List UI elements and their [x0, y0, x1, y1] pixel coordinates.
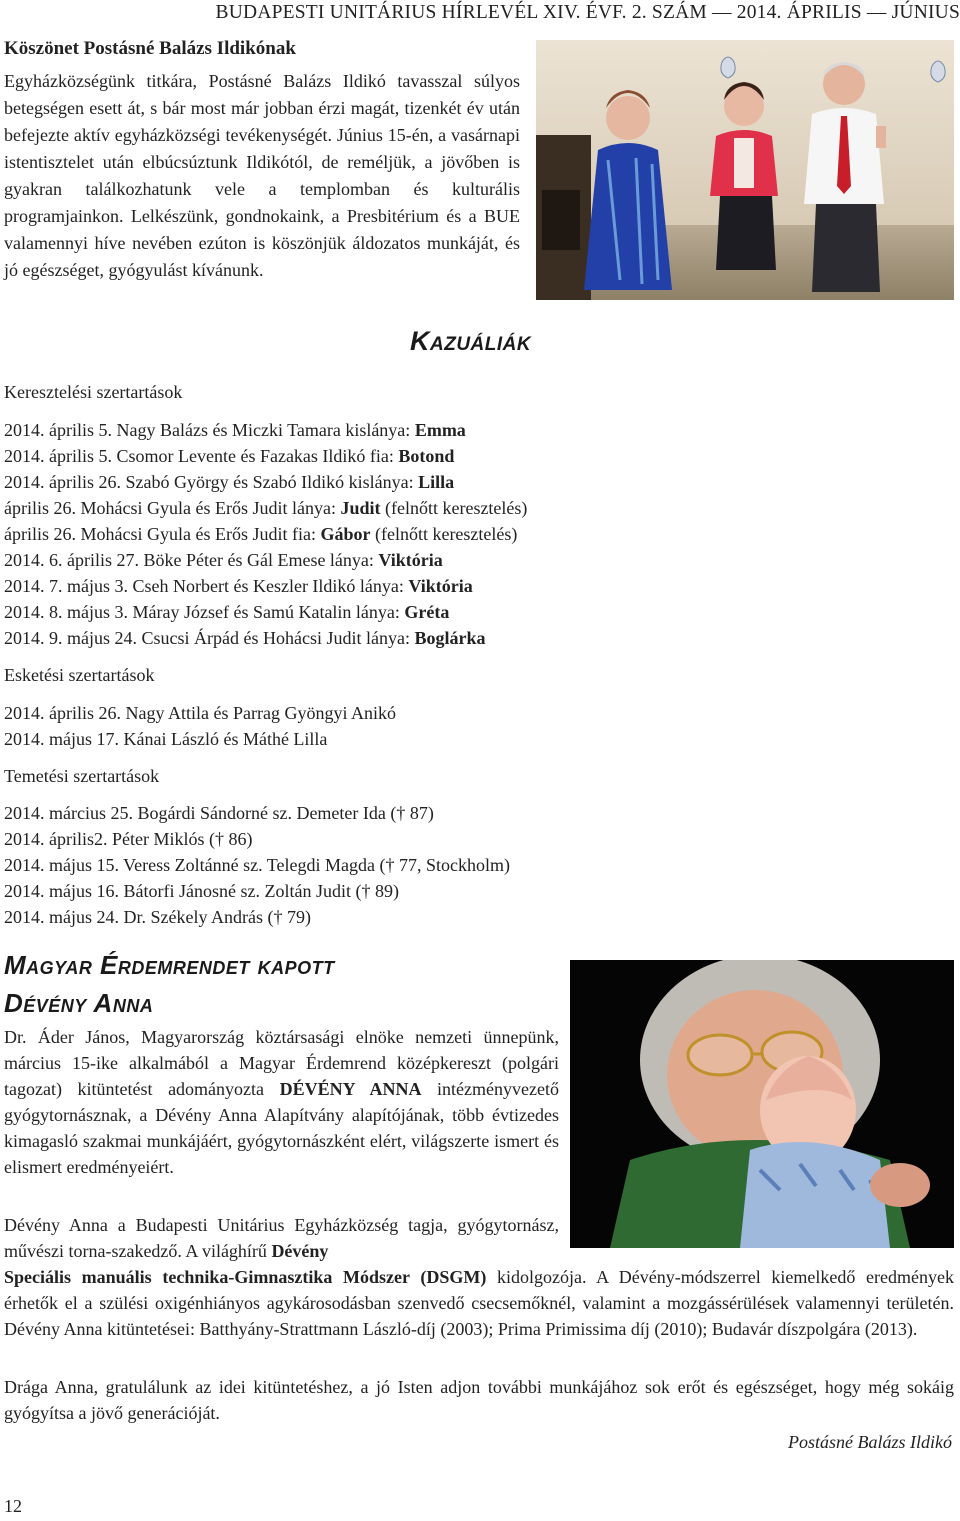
- award-p1-text-b: intézményvezető gyógytornásznak, a Dévény Anna Alapítvány alapítójának, több évtizedes kimagasló szakmai munkájáért, gyógytornászként elért, világszerte ismert és elismert eredményeiért.: [4, 1079, 559, 1177]
- baptism-child-name: Viktória: [408, 576, 473, 596]
- funeral-item: 2014. április2. Péter Miklós († 86): [4, 829, 253, 849]
- baptism-text: 2014. 9. május 24. Csucsi Árpád és Hohácsi Judit lánya:: [4, 628, 415, 648]
- award-paragraph-1: [4, 1024, 559, 1180]
- award-heading-line1: Magyar Érdemrendet kapott: [4, 950, 335, 980]
- baptism-item: [4, 469, 527, 495]
- award-heading-line2: Dévény Anna: [4, 988, 154, 1018]
- thanks-body: Egyházközségünk titkára, Postásné Balázs Ildikó tavasszal súlyos betegségen esett át, s bár most már jobban érzi magát, tizenkét év után befejezte aktív egyházközségi tevékenységét. Június 15-én, a vasárnapi istentisztelet után elbúcsúztunk Ildikótól, de reméljük, a jövőben is gyakran találkozhatunk vele a templomban és kulturális programjainkon. Lelkészünk, gondnokaink, a Presbitérium és a BUE valamennyi híve nevében ezúton is köszönjük áldozatos munkáját, és jó egészséget, gyógyulást kívánunk.: [4, 71, 520, 280]
- award-paragraph-2: [4, 1212, 559, 1264]
- baptism-text: 2014. április 26. Szabó György és Szabó Ildikó kislánya:: [4, 472, 419, 492]
- baptisms-title: Keresztelési szertartások: [4, 382, 183, 402]
- baptism-item: [4, 417, 527, 443]
- baptism-item: [4, 521, 527, 547]
- thanks-title: Köszönet Postásné Balázs Ildikónak: [4, 38, 296, 59]
- baptism-item: [4, 625, 527, 651]
- weddings-title: Esketési szertartások: [4, 665, 155, 685]
- wedding-item: 2014. május 17. Kánai László és Máthé Lilla: [4, 729, 328, 749]
- baptism-text: 2014. 6. április 27. Böke Péter és Gál Emese lánya:: [4, 550, 379, 570]
- weddings-list: [4, 700, 396, 752]
- baptism-child-name: Emma: [414, 420, 466, 440]
- baptism-item: [4, 573, 527, 599]
- award-p3-text: kidolgozója. A Dévény-módszerrel kiemelkedő eredmények érhetők el a szülési oxigénhiányos agykárosodásban szenvedő csecsemőknél, valamint a mozgássérülések valamennyi területén. Dévény Anna kitüntetései: Batthyány-Strattmann László-díj (2003); Prima Primissima díj (2010); Budavár díszpolgára (2013).: [4, 1267, 954, 1339]
- wedding-item: 2014. április 26. Nagy Attila és Parrag Gyöngyi Anikó: [4, 703, 396, 723]
- baptisms-list: [4, 417, 527, 651]
- baptism-child-name: Gábor: [320, 524, 371, 544]
- signature: Postásné Balázs Ildikó: [788, 1432, 952, 1452]
- running-header: BUDAPESTI UNITÁRIUS HÍRLEVÉL XIV. ÉVF. 2. SZÁM — 2014. ÁPRILIS — JÚNIUS: [215, 2, 960, 23]
- baptism-text: április 26. Mohácsi Gyula és Erős Judit lánya:: [4, 498, 341, 518]
- award-paragraph-4: Drága Anna, gratulálunk az idei kitüntetéshez, a jó Isten adjon további munkájához sok erőt és egészséget, hogy még sokáig gyógyítsa a jövő generációját.: [4, 1377, 954, 1423]
- kazualiak-heading: Kazuáliák: [410, 326, 532, 356]
- award-heading: [4, 946, 335, 1022]
- award-p1-name: DÉVÉNY ANNA: [279, 1079, 422, 1099]
- deveny-photo: [570, 960, 954, 1248]
- funeral-item: 2014. május 16. Bátorfi Jánosné sz. Zoltán Judit († 89): [4, 881, 399, 901]
- baptism-text: 2014. április 5. Nagy Balázs és Miczki Tamara kislánya:: [4, 420, 415, 440]
- baptism-child-name: Judit: [340, 498, 381, 518]
- funeral-item: 2014. május 15. Veress Zoltánné sz. Telegdi Magda († 77, Stockholm): [4, 855, 510, 875]
- deveny-photo-image: [570, 960, 954, 1248]
- award-paragraph-3: [4, 1264, 954, 1342]
- farewell-photo: [536, 40, 954, 300]
- baptism-child-name: Botond: [398, 446, 455, 466]
- baptism-child-name: Gréta: [404, 602, 450, 622]
- funerals-title: Temetési szertartások: [4, 766, 160, 786]
- baptism-note: (felnőtt keresztelés): [370, 524, 518, 544]
- baptism-text: április 26. Mohácsi Gyula és Erős Judit fia:: [4, 524, 321, 544]
- baptism-child-name: Boglárka: [414, 628, 486, 648]
- award-p2-method-start: Dévény: [271, 1241, 329, 1261]
- award-p2-text: Dévény Anna a Budapesti Unitárius Egyházközség tagja, gyógytornász, művészi torna-szakedző. A világhírű: [4, 1215, 559, 1261]
- baptism-item: [4, 599, 527, 625]
- funerals-list: [4, 800, 510, 930]
- funeral-item: 2014. március 25. Bogárdi Sándorné sz. Demeter Ida († 87): [4, 803, 434, 823]
- baptism-note: (felnőtt keresztelés): [380, 498, 528, 518]
- page-number: 12: [4, 1496, 22, 1516]
- award-p3-method: Speciális manuális technika-Gimnasztika Módszer (DSGM): [4, 1267, 487, 1287]
- award-p1-text-a: Dr. Áder János, Magyarország köztársasági elnöke nemzeti ünnepünk, március 15-ike alkalmából a Magyar Érdemrend középkereszt (polgári tagozat) kitüntetést adományozta: [4, 1027, 559, 1099]
- farewell-photo-image: [536, 40, 954, 300]
- baptism-child-name: Viktória: [378, 550, 443, 570]
- baptism-text: 2014. április 5. Csomor Levente és Fazakas Ildikó fia:: [4, 446, 399, 466]
- funeral-item: 2014. május 24. Dr. Székely András († 79): [4, 907, 311, 927]
- baptism-item: [4, 547, 527, 573]
- baptism-child-name: Lilla: [418, 472, 455, 492]
- baptism-text: 2014. 8. május 3. Máray József és Samú Katalin lánya:: [4, 602, 405, 622]
- baptism-item: [4, 495, 527, 521]
- baptism-text: 2014. 7. május 3. Cseh Norbert és Keszler Ildikó lánya:: [4, 576, 409, 596]
- baptism-item: [4, 443, 527, 469]
